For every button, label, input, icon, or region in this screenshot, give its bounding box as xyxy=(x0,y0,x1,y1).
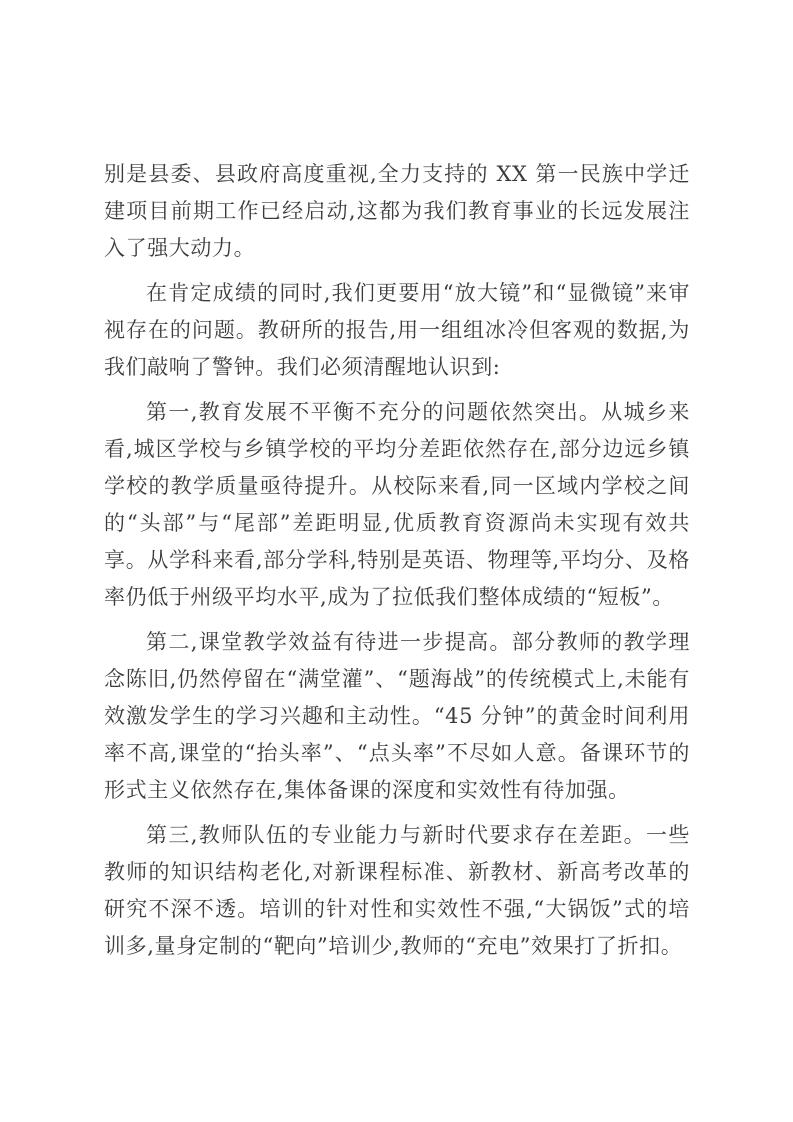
paragraph-point-two: 第二,课堂教学效益有待进一步提高。部分教师的教学理念陈旧,仍然停留在“满堂灌”、“题海战”的传统模式上,未能有效激发学生的学习兴趣和主动性。“45 分钟”的黄金时间利用率不高,课堂的“抬头率”、“点头率”不尽如人意。备课环节的形式主义依然存在,集体备课的深度和实效性有待加强。 xyxy=(104,630,690,802)
document-body xyxy=(104,156,690,965)
paragraph-point-one: 第一,教育发展不平衡不充分的问题依然突出。从城乡来看,城区学校与乡镇学校的平均分差距依然存在,部分边远乡镇学校的教学质量亟待提升。从校际来看,同一区域内学校之间的“头部”与“尾部”差距明显,优质教育资源尚未实现有效共享。从学科来看,部分学科,特别是英语、物理等,平均分、及格率仍低于州级平均水平,成为了拉低我们整体成绩的“短板”。 xyxy=(104,400,690,609)
paragraph-continuation: 别是县委、县政府高度重视,全力支持的 XX 第一民族中学迁建项目前期工作已经启动,这都为我们教育事业的长远发展注入了强大动力。 xyxy=(104,162,690,260)
paragraph-point-three: 第三,教师队伍的专业能力与新时代要求存在差距。一些教师的知识结构老化,对新课程标准、新教材、新高考改革的研究不深不透。培训的针对性和实效性不强,“大锅饭”式的培训多,量身定制的“靶向”培训少,教师的“充电”效果打了折扣。 xyxy=(104,823,690,958)
paragraph-intro-problems: 在肯定成绩的同时,我们更要用“放大镜”和“显微镜”来审视存在的问题。教研所的报告,用一组组冰冷但客观的数据,为我们敲响了警钟。我们必须清醒地认识到: xyxy=(104,281,690,379)
